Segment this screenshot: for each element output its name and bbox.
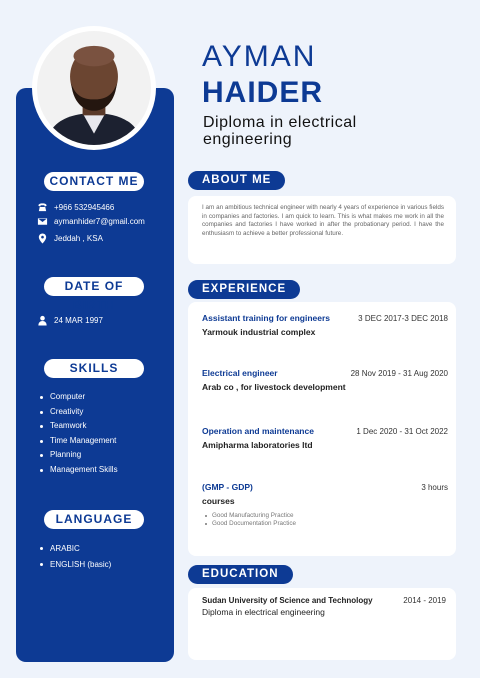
location-text: Jeddah , KSA [54, 233, 103, 243]
job-entry-dates: 3 DEC 2017-3 DEC 2018 [358, 314, 448, 323]
contact-location [36, 232, 103, 244]
job-entry-dates: 28 Nov 2019 - 31 Aug 2020 [350, 369, 448, 378]
job-entry [202, 313, 448, 337]
skill-item: Time Management [40, 434, 118, 449]
job-entry-dates: 1 Dec 2020 - 31 Oct 2022 [356, 427, 448, 436]
job-entry-title: Operation and maintenance [202, 426, 314, 436]
profile-photo-frame [32, 26, 156, 150]
school-name: Sudan University of Science and Technology [202, 596, 373, 605]
job-entry-company: Arab co , for livestock development [202, 382, 346, 392]
skill-item: Planning [40, 448, 118, 463]
education-years: 2014 - 2019 [403, 596, 446, 605]
job-entry-title: Electrical engineer [202, 368, 278, 378]
job-entry [202, 426, 448, 450]
dob-text: 24 MAR 1997 [54, 315, 103, 325]
dob-row [36, 314, 103, 326]
course-label: courses [202, 496, 235, 506]
course-list [202, 512, 448, 528]
job-entry [202, 368, 448, 392]
education-heading: EDUCATION [188, 565, 293, 584]
skill-item: Teamwork [40, 419, 118, 434]
language-item: ENGLISH (basic) [40, 557, 111, 573]
job-entry-title: Assistant training for engineers [202, 313, 330, 323]
language-list [40, 541, 111, 573]
job-entry-company: Yarmouk industrial complex [202, 327, 316, 337]
about-text: I am an ambitious technical engineer with nearly 4 years of experience in various fields in companies and factories. I am quick to learn. This is what makes me work in all the companies and factories I have worked in after the probationary period. I have the enthusiasm to achieve a better professional future. [202, 204, 444, 237]
phone-icon [36, 201, 48, 213]
phone-number: +966 532945466 [54, 202, 115, 212]
job-title: Diploma in electrical engineering [203, 114, 357, 148]
experience-heading: EXPERIENCE [188, 280, 300, 299]
job-entry-company: Amipharma laboratories ltd [202, 440, 313, 450]
course-item: Good Documentation Practice [202, 520, 448, 528]
contact-phone [36, 201, 114, 213]
degree-name: Diploma in electrical engineering [202, 607, 325, 617]
dob-heading: DATE OF BIRTH [44, 277, 144, 296]
person-icon [36, 314, 48, 326]
profile-photo [37, 31, 151, 145]
location-pin-icon [36, 232, 48, 244]
skills-list [40, 390, 118, 477]
profile-photo-illustration [37, 31, 151, 145]
contact-email [36, 215, 145, 227]
email-address: aymanhider7@gmail.com [54, 216, 145, 226]
skills-heading: SKILLS [44, 359, 144, 378]
about-heading: ABOUT ME [188, 171, 285, 190]
language-heading: LANGUAGE [44, 510, 144, 529]
language-item: ARABIC [40, 541, 111, 557]
course-entry [202, 482, 448, 528]
course-title: (GMP - GDP) [202, 482, 253, 492]
education-entry [202, 596, 446, 617]
last-name: HAIDER [202, 76, 324, 109]
skill-item: Management Skills [40, 463, 118, 478]
first-name: AYMAN [202, 40, 317, 73]
skill-item: Computer [40, 390, 118, 405]
contact-heading: CONTACT ME [44, 172, 144, 191]
course-item: Good Manufacturing Practice [202, 512, 448, 520]
mail-icon [36, 215, 48, 227]
course-duration: 3 hours [421, 483, 448, 492]
skill-item: Creativity [40, 405, 118, 420]
